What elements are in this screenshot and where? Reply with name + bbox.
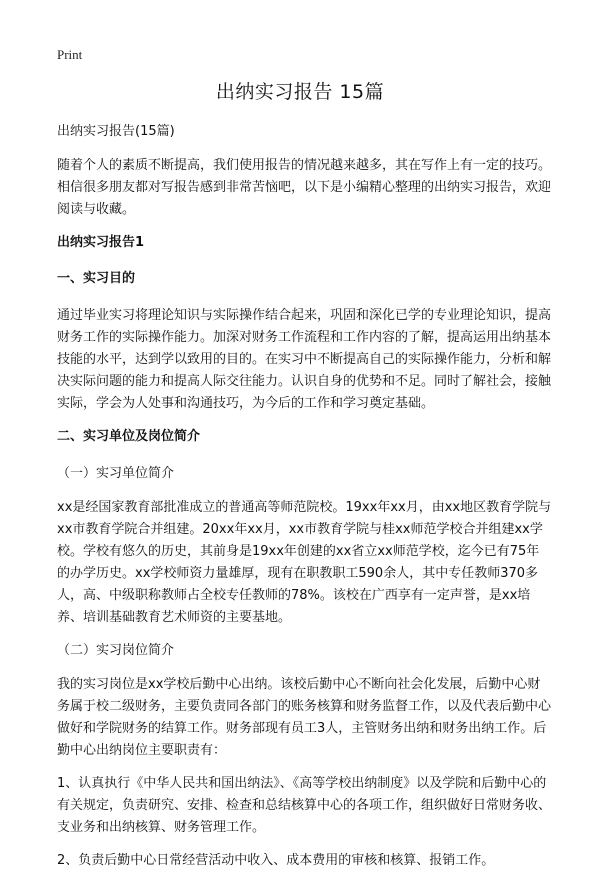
document-body [57,121,552,883]
document-subtitle: 出纳实习报告(15篇) [57,124,175,139]
duty-item-1: 1、认真执行《中华人民共和国出纳法》、《高等学校出纳制度》以及学院和后勤中心的有关规定，负责研究、安排、检查和总结核算中心的各项工作，组织做好日常财务收、支业务和出纳核算、财务管理工作。 [57,776,552,835]
duty-item-2: 2、负责后勤中心日常经营活动中收入、成本费用的审核和核算、报销工作。 [57,853,495,868]
sub2-paragraph: 我的实习岗位是xx学校后勤中心出纳。该校后勤中心不断向社会化发展，后勤中心财务属于校二级财务，主要负责同各部门的账务核算和财务监督工作，以及代表后勤中心做好和学院财务的结算工作。财务部现有员工3人，主管财务出纳和财务出纳工作。后勤中心出纳岗位主要职责有： [57,677,552,758]
section1-heading: 一、实习目的 [57,271,136,286]
sub2-heading: （二）实习岗位简介 [57,643,175,658]
print-label[interactable]: Print [57,47,83,62]
intro-paragraph: 随着个人的素质不断提高，我们使用报告的情况越来越多，其在写作上有一定的技巧。相信很多朋友都对写报告感到非常苦恼吧，以下是小编精心整理的出纳实习报告，欢迎阅读与收藏。 [57,158,552,217]
sub1-paragraph: xx是经国家教育部批准成立的普通高等师范院校。19xx年xx月，由xx地区教育学院与xx市教育学院合并组建。20xx年xx月，xx市教育学院与桂xx师范学校合并组建xx学校。学校有悠久的历史，其前身是19xx年创建的xx省立xx师范学校，迄今已有75年的办学历史。xx学校师资力量雄厚，现有在职教职工590余人，其中专任教师370多人，高、中级职称教师占全校专任教师的78%。该校在广西享有一定声誉，是xx培养、培训基础教育艺术师资的主要基地。 [57,500,552,625]
section2-heading: 二、实习单位及岗位简介 [57,429,201,444]
sub1-heading: （一）实习单位简介 [57,466,175,481]
report-heading: 出纳实习报告1 [57,235,145,250]
section1-paragraph: 通过毕业实习将理论知识与实际操作结合起来，巩固和深化已学的专业理论知识，提高财务工作的实际操作能力。加深对财务工作流程和工作内容的了解，提高运用出纳基本技能的水平，达到学以致用的目的。在实习中不断提高自己的实际操作能力，分析和解决实际问题的能力和提高人际交往能力。认识自身的优势和不足。同时了解社会，接触实际，学会为人处事和沟通技巧，为今后的工作和学习奠定基础。 [57,308,552,411]
document-title: 出纳实习报告 15篇 [215,81,385,103]
